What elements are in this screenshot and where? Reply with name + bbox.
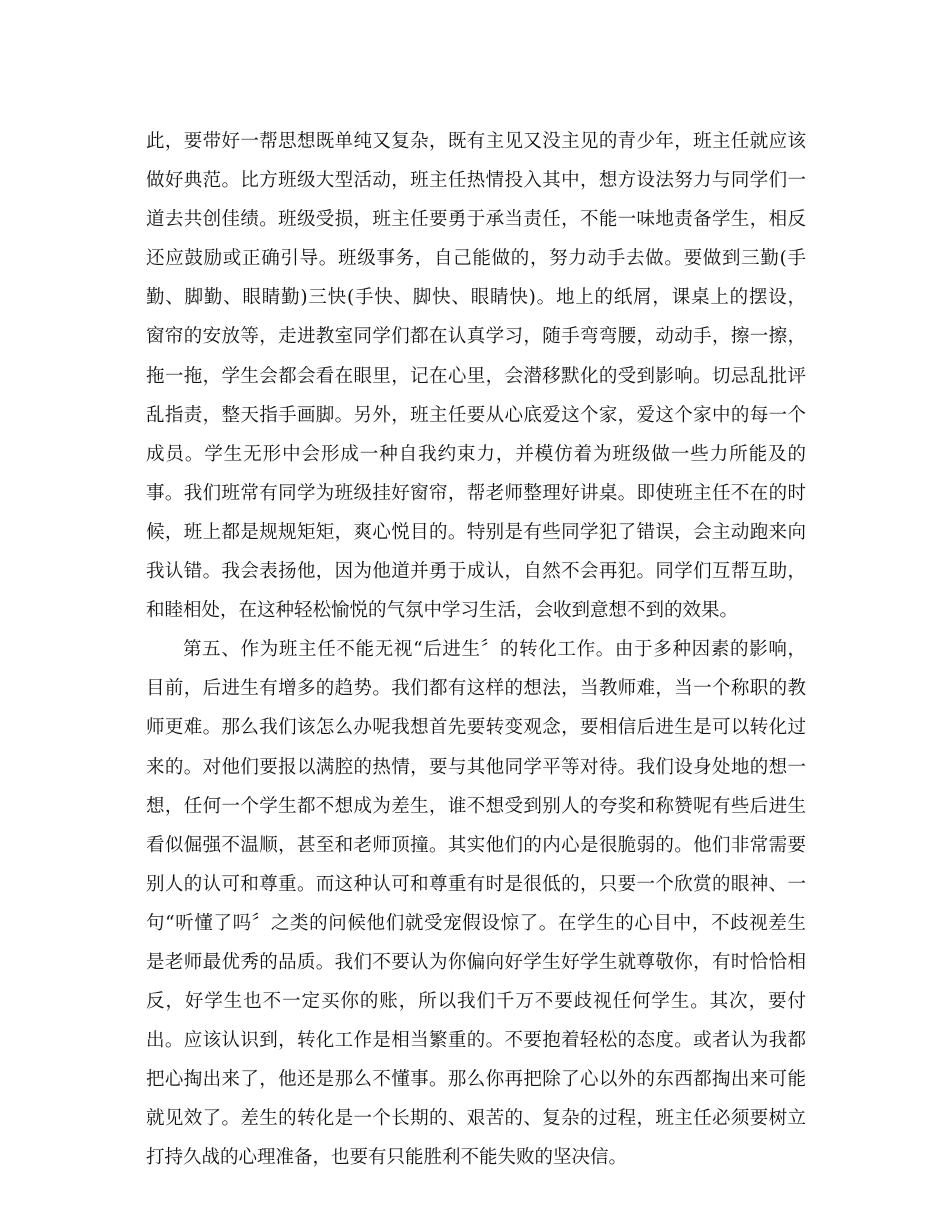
text-line: 乱指责，整天指手画脚。另外，班主任要从心底爱这个家，爱这个家中的每一个	[146, 404, 806, 426]
text-line: 打持久战的心理准备，也要有只能胜利不能失败的坚决信。	[146, 1147, 628, 1169]
text-line: 窗帘的安放等，走进教室同学们都在认真学习，随手弯弯腰，动动手，擦一擦，	[146, 326, 806, 348]
text-line: 看似倔强不温顺，甚至和老师顶撞。其实他们的内心是很脆弱的。他们非常需要	[146, 834, 806, 856]
text-line: 目前，后进生有增多的趋势。我们都有这样的想法，当教师难，当一个称职的教	[146, 678, 806, 700]
text-line: 想，任何一个学生都不想成为差生，谁不想受到别人的夸奖和称赞呢有些后进生	[146, 795, 806, 817]
text-line: 我认错。我会表扬他，因为他道并勇于成认，自然不会再犯。同学们互帮互助，	[146, 561, 806, 583]
text-line: 和睦相处，在这种轻松愉悦的气氛中学习生活，会收到意想不到的效果。	[146, 600, 739, 622]
text-line: 做好典范。比方班级大型活动，班主任热情投入其中，想方设法努力与同学们一	[146, 170, 806, 192]
text-line: 就见效了。差生的转化是一个长期的、艰苦的、复杂的过程，班主任必须要树立	[146, 1108, 806, 1130]
paragraph-1	[146, 122, 806, 630]
text-line: 反，好学生也不一定买你的账，所以我们千万不要歧视任何学生。其次，要付	[146, 991, 806, 1013]
text-line: 此，要带好一帮思想既单纯又复杂，既有主见又没主见的青少年，班主任就应该	[146, 131, 806, 152]
text-line: 来的。对他们要报以满腔的热情，要与其他同学平等对待。我们设身处地的想一	[146, 756, 806, 778]
text-line: 勤、脚勤、眼睛勤)三快(手快、脚快、眼睛快)。地上的纸屑，课桌上的摆设，	[146, 287, 806, 309]
text-line: 把心掏出来了，他还是那么不懂事。那么你再把除了心以外的东西都掏出来可能	[146, 1069, 806, 1091]
text-line: 成员。学生无形中会形成一种自我约束力，并模仿着为班级做一些力所能及的	[146, 443, 806, 465]
body-text	[146, 122, 806, 1178]
text-line: 候，班上都是规规矩矩，爽心悦目的。特别是有些同学犯了错误，会主动跑来向	[146, 521, 806, 543]
paragraph-2	[146, 630, 806, 1177]
text-line: 第五、作为班主任不能无视“后进生〞的转化工作。由于多种因素的影响，	[183, 639, 806, 661]
text-line: 别人的认可和尊重。而这种认可和尊重有时是很低的，只要一个欣赏的眼神、一	[146, 873, 806, 895]
text-line: 还应鼓励或正确引导。班级事务，自己能做的，努力动手去做。要做到三勤(手	[146, 248, 806, 270]
text-line: 师更难。那么我们该怎么办呢我想首先要转变观念，要相信后进生是可以转化过	[146, 717, 806, 739]
text-line: 事。我们班常有同学为班级挂好窗帘，帮老师整理好讲桌。即使班主任不在的时	[146, 482, 806, 504]
text-line: 句“听懂了吗〞之类的问候他们就受宠假设惊了。在学生的心目中，不歧视差生	[146, 912, 806, 934]
text-line: 是老师最优秀的品质。我们不要认为你偏向好学生好学生就尊敬你，有时恰恰相	[146, 951, 806, 973]
text-line: 出。应该认识到，转化工作是相当繁重的。不要抱着轻松的态度。或者认为我都	[146, 1030, 806, 1052]
text-line: 道去共创佳绩。班级受损，班主任要勇于承当责任，不能一味地责备学生，相反	[146, 209, 806, 231]
text-line: 拖一拖，学生会都会看在眼里，记在心里，会潜移默化的受到影响。切忌乱批评	[146, 365, 806, 387]
